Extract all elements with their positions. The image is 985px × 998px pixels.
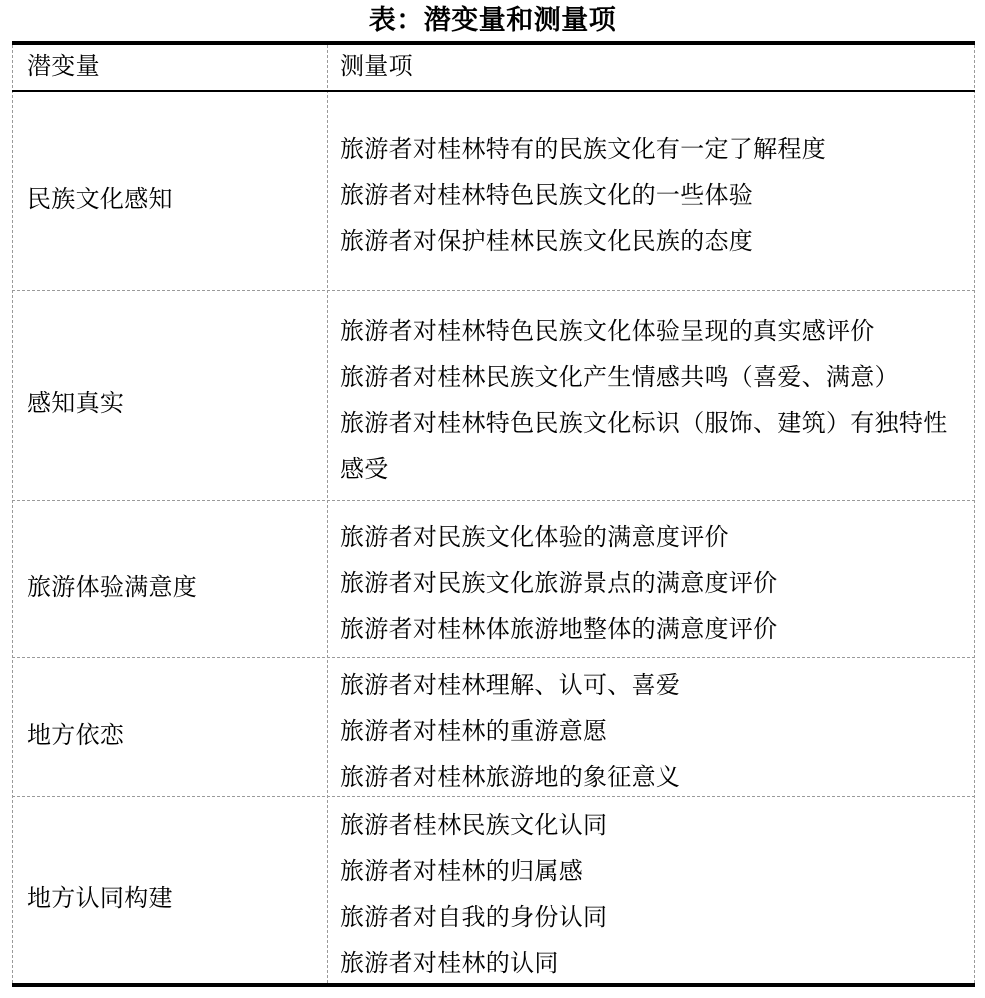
- table-row: [12, 92, 975, 290]
- header-latent-variable: 潜变量: [27, 54, 100, 80]
- items-cell: [327, 291, 975, 500]
- measurement-item: 旅游者对民族文化旅游景点的满意度评价: [340, 571, 778, 597]
- measurement-item: 旅游者对民族文化体验的满意度评价: [340, 525, 729, 551]
- measurement-item: 旅游者对桂林的归属感: [340, 859, 583, 885]
- measurement-item: 旅游者对桂林特有的民族文化有一定了解程度: [340, 137, 826, 163]
- measurement-item: 旅游者对桂林体旅游地整体的满意度评价: [340, 617, 778, 643]
- measurement-item: 旅游者对桂林旅游地的象征意义: [340, 765, 681, 791]
- measurement-item: 旅游者对桂林理解、认可、喜爱: [340, 673, 681, 699]
- measurement-item: 旅游者对保护桂林民族文化民族的态度: [340, 229, 754, 255]
- measurement-item: 旅游者对桂林的认同: [340, 951, 559, 977]
- measurement-item: 旅游者对自我的身份认同: [340, 905, 608, 931]
- table-row: [12, 290, 975, 500]
- table-bottom-rule: [12, 983, 975, 987]
- variable-cell: 地方认同构建: [27, 885, 173, 912]
- table-title: 表：潜变量和测量项: [368, 5, 617, 35]
- header-measurement-items: [327, 45, 975, 90]
- table-header-row: [12, 45, 975, 92]
- measurement-item: 旅游者对桂林的重游意愿: [340, 719, 608, 745]
- items-cell: [327, 658, 975, 796]
- measurement-item: 旅游者对桂林特色民族文化体验呈现的真实感评价: [340, 318, 875, 345]
- items-cell: [327, 797, 975, 983]
- table-row: [12, 796, 975, 983]
- items-cell: [327, 92, 975, 290]
- measurement-item: 旅游者对桂林特色民族文化的一些体验: [340, 183, 754, 209]
- table-row: [12, 500, 975, 657]
- variable-cell: 感知真实: [27, 391, 125, 417]
- table-row: [12, 657, 975, 796]
- variable-cell: 地方依恋: [27, 722, 125, 749]
- variable-cell: 旅游体验满意度: [27, 574, 198, 601]
- measurement-item: 旅游者桂林民族文化认同: [340, 813, 608, 839]
- variable-cell: 民族文化感知: [27, 186, 173, 213]
- items-cell: [327, 501, 975, 657]
- measurement-item: 旅游者对桂林特色民族文化标识（服饰、建筑）有独特性感受: [340, 410, 948, 483]
- header-measurement-label: 测量项: [340, 54, 413, 80]
- measurement-item: 旅游者对桂林民族文化产生情感共鸣（喜爱、满意）: [340, 364, 899, 391]
